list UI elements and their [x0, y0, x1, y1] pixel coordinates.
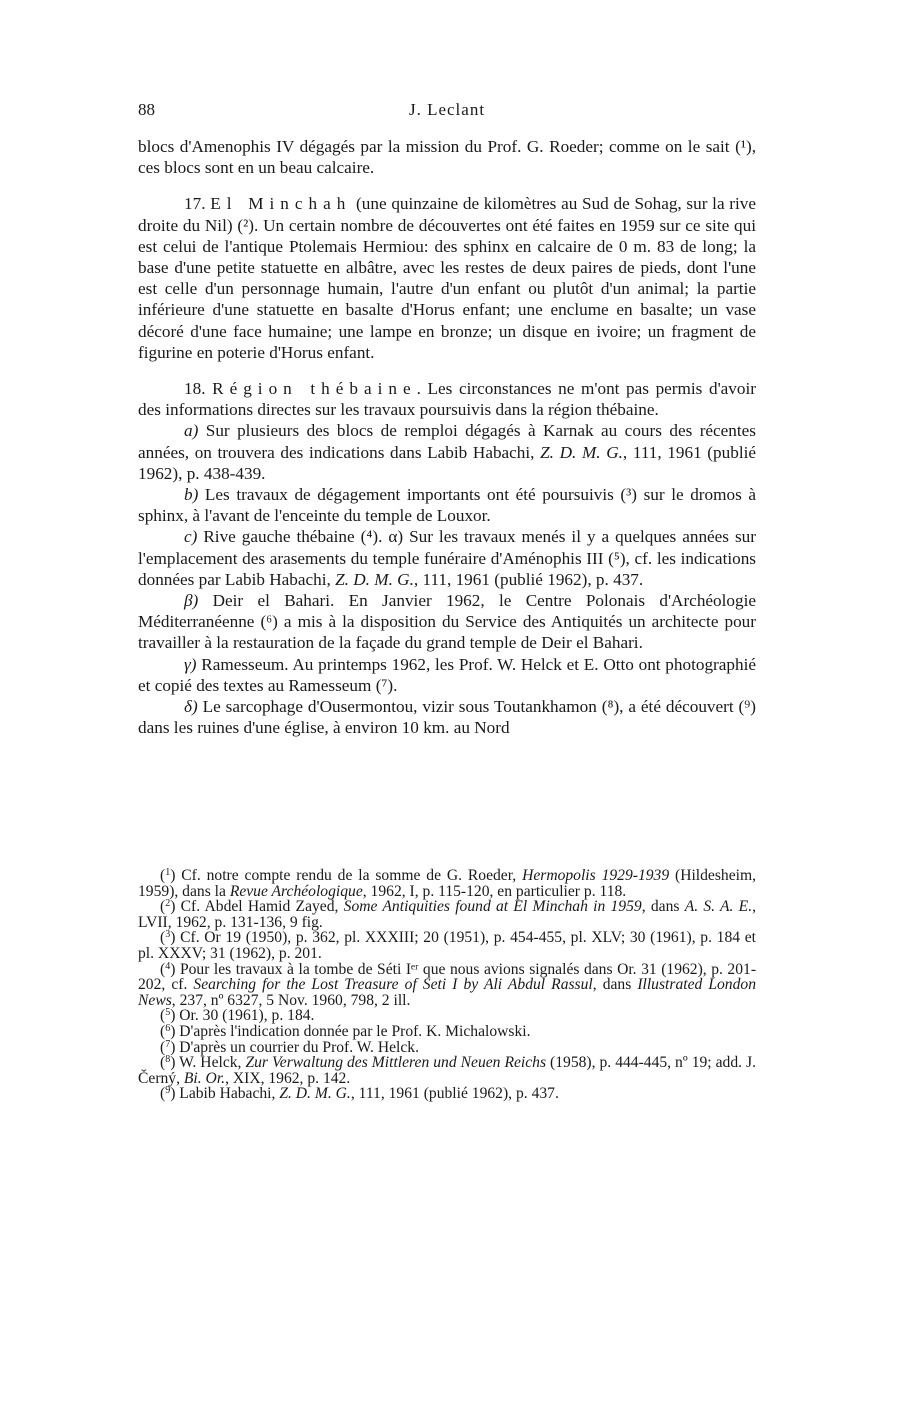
section-number: 17.: [184, 194, 206, 214]
footnote-text: , dans: [592, 976, 638, 994]
section-18: 18. Région thébaine. Les circonstances ne m'ont pas permis d'avoir des informations directes sur les travaux poursuivis dans la région thébaine.: [138, 379, 756, 420]
footnote: [138, 1040, 756, 1056]
footnote-number: ($^9$): [160, 1085, 180, 1103]
footnote-text: D'après un courrier du Prof. W. Helck.: [179, 1038, 419, 1056]
footnote-title: Revue Archéologique: [229, 882, 363, 900]
body-text: [138, 136, 756, 738]
footnote-text: (Hildesheim, 1959), dans la: [138, 867, 756, 900]
section-title: El Minchah: [210, 194, 352, 214]
footnote-number: ($^8$): [160, 1054, 180, 1072]
footnote-number: ($^5$): [160, 1007, 180, 1025]
footnote: [138, 868, 756, 899]
section-17: 17. El Minchah (une quinzaine de kilomètres au Sud de Sohag, sur la rive droite du Nil) (²). Un certain nombre de découvertes ont été faites en 1959 sur ce site qui est celui de l'antique Ptolemais Hermiou: des sphinx en calcaire de 0 m. 83 de long; la base d'une petite statuette en albâtre, avec les restes de deux paires de pieds, dont l'une est celle d'un personnage humain, l'autre d'un enfant ou plutôt d'un animal; la partie inférieure d'une statuette en basalte d'Horus enfant; une enclume en basalte; un vase décoré d'une face humaine; une lampe en bronze; un disque en ivoire; un fragment de figurine en poterie d'Horus enfant.: [138, 194, 757, 362]
item-label: δ): [184, 697, 198, 717]
footnote: [138, 1055, 756, 1086]
footnote-number: ($^7$): [160, 1038, 180, 1056]
paragraph-continuation: blocs d'Amenophis IV dégagés par la mission du Prof. G. Roeder; comme on le sait (¹), ces blocs sont en un beau calcaire.: [138, 137, 756, 178]
citation-title: Z. D. M. G.: [540, 442, 623, 462]
item-label: b): [184, 485, 199, 505]
item-label: a): [184, 421, 199, 441]
footnote-text: W. Helck,: [179, 1054, 246, 1072]
citation-title: Z. D. M. G.: [335, 569, 414, 589]
subsection-gamma: γ) Ramesseum. Au printemps 1962, les Prof. W. Helck et E. Otto ont photographié et copié des textes au Ramesseum (⁷).: [138, 654, 756, 695]
item-label: c): [184, 527, 198, 547]
footnote-title: Some Antiquities found at El Minchah in 1959: [343, 898, 642, 916]
footnote-text: Labib Habachi,: [179, 1085, 280, 1103]
footnote-text: , LVII, 1962, p. 131-136, 9 fig.: [138, 898, 757, 931]
subsection-a: a) Sur plusieurs des blocs de remploi dégagés à Karnak au cours des récentes années, on trouvera des indications dans Labib Habachi, Z. D. M. G., 111, 1961 (publié 1962), p. 438-439.: [138, 421, 756, 483]
running-header: [138, 100, 756, 124]
footnote-title: Z. D. M. G.: [279, 1085, 351, 1103]
footnote-title: Illustrated London News: [138, 976, 756, 1009]
footnote-text: Cf. notre compte rendu de la somme de G. Roeder,: [181, 867, 523, 884]
page-number: 88: [138, 100, 155, 119]
footnote-title: Bi. Or.: [183, 1069, 226, 1087]
footnote: [138, 1024, 756, 1040]
footnote-text: D'après l'indication donnée par le Prof. K. Michalowski.: [179, 1022, 531, 1040]
section-number: 18.: [184, 379, 206, 399]
subsection-beta: β) Deir el Bahari. En Janvier 1962, le Centre Polonais d'Archéologie Méditerranéenne (⁶) a mis à la disposition du Service des Antiquités un architecte pour travailler à la restauration de la façade du grand temple de Deir el Bahari.: [138, 591, 756, 653]
footnote-number: ($^2$): [160, 898, 181, 916]
footnote: [138, 1086, 756, 1102]
footnote-text: , dans: [641, 898, 685, 916]
footnote: [138, 1008, 756, 1024]
footnote: [138, 930, 756, 961]
footnote-title: Zur Verwaltung des Mittleren und Neuen Reichs: [245, 1054, 547, 1072]
footnote-number: ($^6$): [160, 1022, 180, 1040]
footnote-text: Cf. Or 19 (1950), p. 362, pl. XXXIII; 20 (1951), p. 454-455, pl. XLV; 30 (1961), p. 184 et pl. XXXV; 31 (1962), p. 201.: [138, 929, 757, 962]
section-title: Région thébaine: [212, 379, 417, 399]
subsection-delta: δ) Le sarcophage d'Ousermontou, vizir sous Toutankhamon (⁸), a été découvert (⁹) dans les ruines d'une église, à environ 10 km. au Nord: [138, 697, 756, 738]
footnote: [138, 962, 756, 1009]
footnotes: [138, 868, 756, 1102]
subsection-c: c) Rive gauche thébaine (⁴). α) Sur les travaux menés il y a quelques années sur l'emplacement des arasements du temple funéraire d'Aménophis III (⁵), cf. les indications données par Labib Habachi, Z. D. M. G., 111, 1961 (publié 1962), p. 437.: [138, 527, 756, 589]
running-head-author: J. Leclant: [408, 100, 486, 119]
item-label: γ): [184, 654, 197, 674]
footnote-text: , 1962, I, p. 115-120, en particulier p. 118.: [362, 882, 627, 900]
footnote-title: Searching for the Lost Treasure of Seti I by Ali Abdul Rassul: [193, 976, 593, 994]
item-label: β): [184, 591, 199, 611]
footnote-text: Pour les travaux à la tombe de Séti Iᵉʳ que nous avions signalés dans Or. 31 (1962), p. 201-202, cf.: [138, 960, 757, 994]
footnote-text: , 111, 1961 (publié 1962), p. 437.: [350, 1085, 559, 1103]
footnote-text: (1958), p. 444-445, nº 19; add. J. Černý,: [138, 1054, 756, 1087]
footnote-text: Or. 30 (1961), p. 184.: [179, 1007, 315, 1025]
footnote-number: ($^3$): [160, 929, 181, 947]
subsection-b: b) Les travaux de dégagement importants ont été poursuivis (³) sur le dromos à sphinx, à l'avant de l'enceinte du temple de Louxor.: [138, 485, 756, 526]
footnote-title: Hermopolis 1929-1939: [522, 867, 670, 884]
footnote-text: Cf. Abdel Hamid Zayed,: [180, 898, 344, 916]
footnote-title: A. S. A. E.: [684, 898, 753, 916]
footnote-text: , 237, nº 6327, 5 Nov. 1960, 798, 2 ill.: [171, 991, 411, 1009]
footnote-text: , XIX, 1962, p. 142.: [225, 1069, 351, 1087]
footnote-number: ($^4$): [160, 960, 180, 978]
footnote: [138, 899, 756, 930]
footnote-number: ($^1$): [160, 867, 182, 884]
